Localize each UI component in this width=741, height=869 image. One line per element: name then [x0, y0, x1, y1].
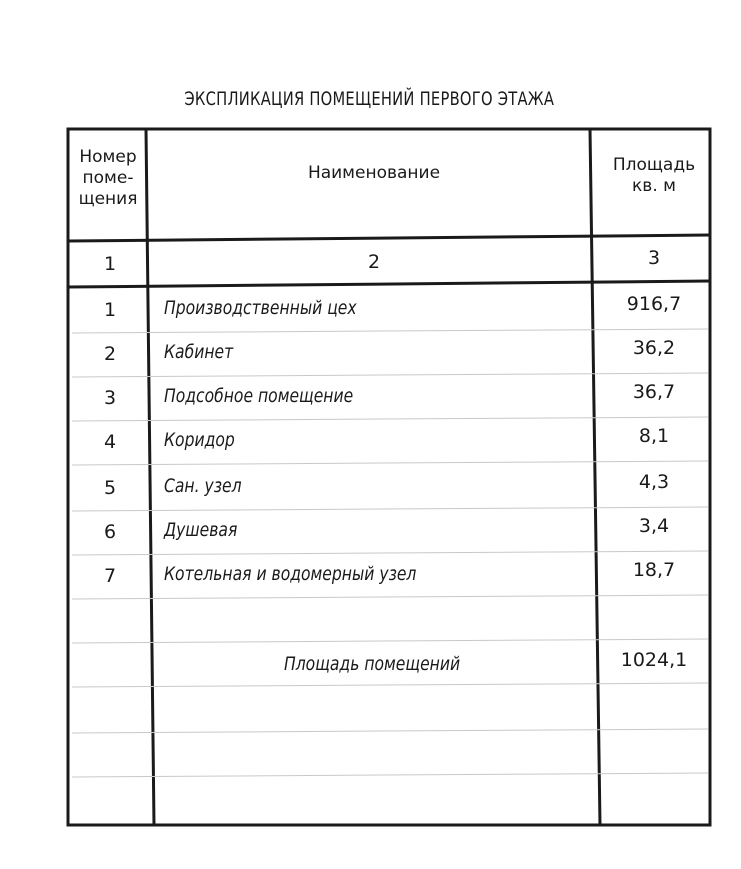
room-area: 36,2	[632, 337, 676, 359]
explication-table	[58, 125, 712, 825]
header-room-number	[68, 147, 148, 210]
room-number: 6	[103, 521, 117, 543]
total-value: 1024,1	[620, 649, 688, 671]
header-room-number-line1: Номер	[79, 147, 137, 167]
room-area: 8,1	[638, 425, 670, 447]
total-label: Площадь помещений	[284, 653, 461, 675]
header-area-line2: кв. м	[632, 176, 676, 196]
header-room-number-line2: поме-	[82, 168, 134, 188]
room-area: 3,4	[638, 515, 670, 537]
room-name: Котельная и водомерный узел	[164, 563, 417, 585]
room-name: Производственный цех	[164, 297, 357, 319]
header-room-number-line3: щения	[78, 189, 138, 209]
room-number: 3	[103, 387, 117, 409]
header-area	[598, 155, 710, 197]
room-name: Душевая	[164, 519, 238, 541]
header-area-line1: Площадь	[612, 155, 696, 175]
room-number: 7	[103, 565, 117, 587]
room-number: 4	[103, 431, 117, 453]
room-name: Сан. узел	[164, 475, 242, 497]
column-number-1: 1	[103, 253, 117, 275]
room-name: Кабинет	[164, 341, 234, 363]
room-area: 18,7	[632, 559, 676, 581]
explication-title: ЭКСПЛИКАЦИЯ ПОМЕЩЕНИЙ ПЕРВОГО ЭТАЖА	[184, 88, 555, 110]
room-area: 4,3	[638, 471, 670, 493]
room-area: 916,7	[626, 293, 682, 315]
room-number: 2	[103, 343, 117, 365]
column-number-3: 3	[647, 247, 661, 269]
room-name: Подсобное помещение	[164, 385, 354, 407]
room-area: 36,7	[632, 381, 676, 403]
room-number: 1	[103, 299, 117, 321]
room-number: 5	[103, 477, 117, 499]
column-number-2: 2	[367, 251, 381, 273]
room-name: Коридор	[164, 429, 235, 451]
header-name: Наименование	[307, 163, 441, 183]
